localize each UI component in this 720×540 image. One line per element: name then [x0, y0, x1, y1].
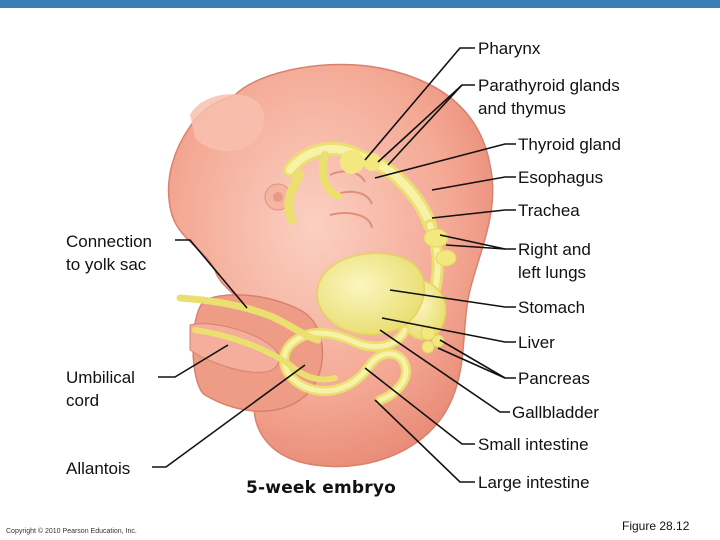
copyright-notice: Copyright © 2010 Pearson Education, Inc.: [6, 528, 137, 535]
label-thyroid-gland: Thyroid gland: [518, 135, 622, 154]
label-umbilical-cord: Umbilical cord: [66, 368, 135, 410]
label-allantois: Allantois: [66, 459, 131, 478]
figure-number: Figure 28.12: [622, 519, 690, 533]
label-parathyroid-thymus: Parathyroid glands and thymus: [478, 76, 620, 118]
label-trachea: Trachea: [518, 201, 580, 220]
liver: [317, 253, 424, 334]
label-small-intestine: Small intestine: [478, 435, 589, 454]
label-lungs: Right and left lungs: [518, 240, 591, 282]
label-liver: Liver: [518, 333, 555, 352]
label-gallbladder: Gallbladder: [512, 403, 599, 422]
label-esophagus: Esophagus: [518, 168, 604, 187]
figure-caption: 5-week embryo: [246, 478, 397, 498]
label-yolk-sac-connection: Connection to yolk sac: [66, 232, 153, 274]
label-pharynx: Pharynx: [478, 39, 541, 58]
lung-bud: [424, 229, 448, 247]
embryo-head: [190, 94, 264, 151]
label-pancreas: Pancreas: [518, 369, 590, 388]
label-stomach: Stomach: [518, 298, 586, 317]
label-large-intestine: Large intestine: [478, 473, 590, 492]
